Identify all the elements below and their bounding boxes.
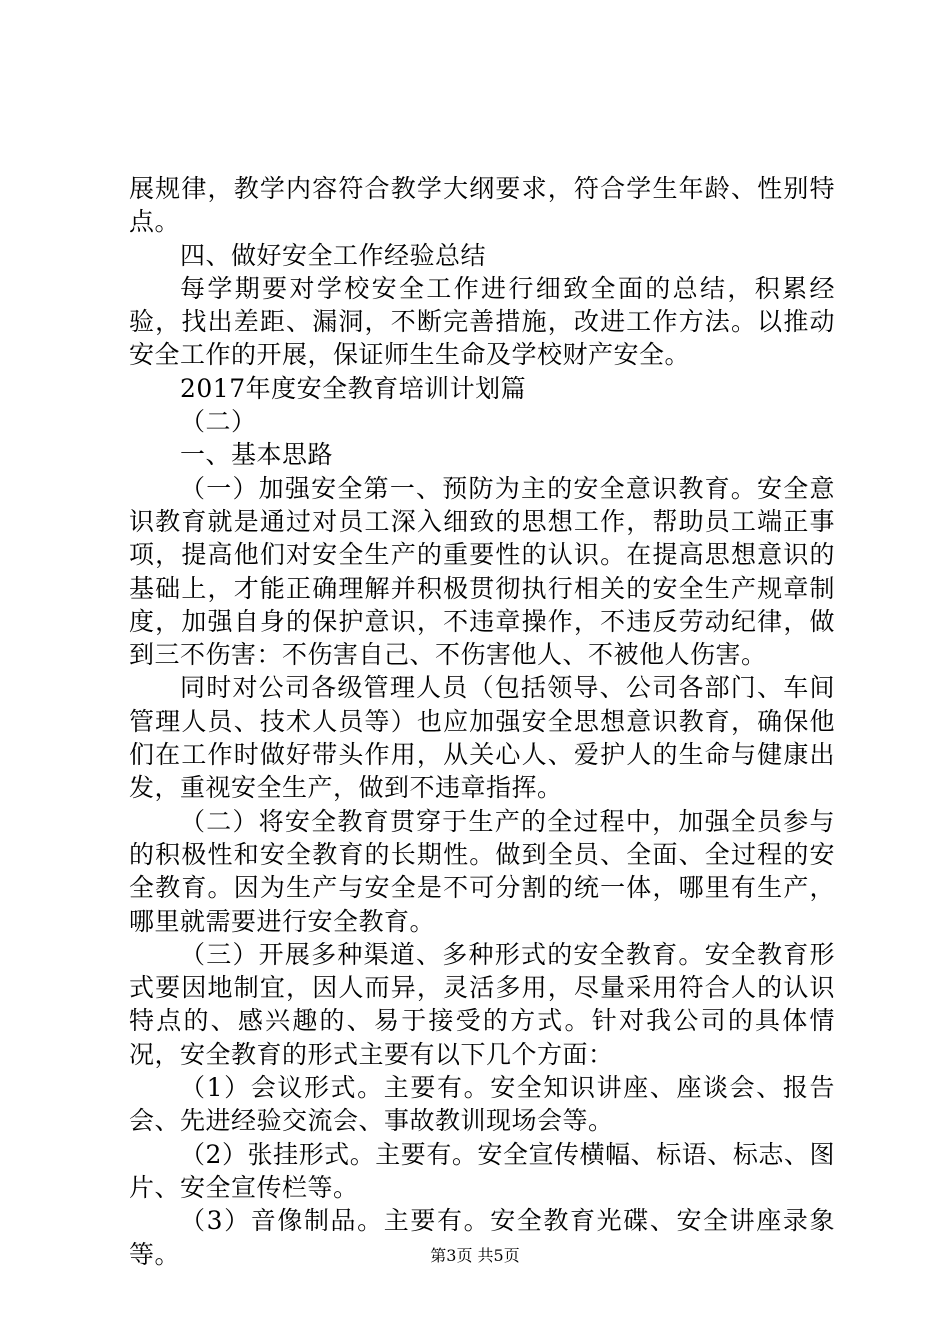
document-body bbox=[129, 172, 835, 1271]
document-subtitle: （二） bbox=[180, 407, 257, 437]
paragraph: （三）开展多种渠道、多种形式的安全教育。安全教育形式要因地制宜，因人而异，灵活多用，尽量采用符合人的认识特点的、感兴趣的、易于接受的方式。针对我公司的具体情况，安全教育的形式主要有以下几个方面： bbox=[129, 939, 835, 1069]
list-item: （1）会议形式。主要有。安全知识讲座、座谈会、报告会、先进经验交流会、事故教训现场会等。 bbox=[129, 1073, 835, 1136]
paragraph: 同时对公司各级管理人员（包括领导、公司各部门、车间管理人员、技术人员等）也应加强安全思想意识教育，确保他们在工作时做好带头作用，从关心人、爱护人的生命与健康出发，重视安全生产，做到不违章指挥。 bbox=[129, 673, 835, 803]
paragraph: （二）将安全教育贯穿于生产的全过程中，加强全员参与的积极性和安全教育的长期性。做到全员、全面、全过程的安全教育。因为生产与安全是不可分割的统一体，哪里有生产，哪里就需要进行安全教育。 bbox=[129, 806, 835, 936]
section-heading-1: 一、基本思路 bbox=[180, 440, 334, 470]
list-item: （3）音像制品。主要有。安全教育光碟、安全讲座录象等。 bbox=[129, 1206, 835, 1269]
paragraph: 每学期要对学校安全工作进行细致全面的总结，积累经验，找出差距、漏洞，不断完善措施，改进工作方法。以推动安全工作的开展，保证师生生命及学校财产安全。 bbox=[129, 273, 835, 370]
list-item: （2）张挂形式。主要有。安全宣传横幅、标语、标志、图片、安全宣传栏等。 bbox=[129, 1139, 835, 1202]
page-number-footer: 第3页 共5页 bbox=[430, 1246, 520, 1265]
document-title: 2017年度安全教育培训计划篇 bbox=[180, 373, 527, 403]
paragraph-continuation: 展规律，教学内容符合教学大纲要求，符合学生年龄、性别特点。 bbox=[129, 174, 835, 237]
section-heading-4: 四、做好安全工作经验总结 bbox=[180, 240, 487, 270]
paragraph: （一）加强安全第一、预防为主的安全意识教育。安全意识教育就是通过对员工深入细致的思想工作，帮助员工端正事项，提高他们对安全生产的重要性的认识。在提高思想意识的基础上，才能正确理解并积极贯彻执行相关的安全生产规章制度，加强自身的保护意识，不违章操作，不违反劳动纪律，做到三不伤害：不伤害自己、不伤害他人、不被他人伤害。 bbox=[129, 473, 835, 670]
